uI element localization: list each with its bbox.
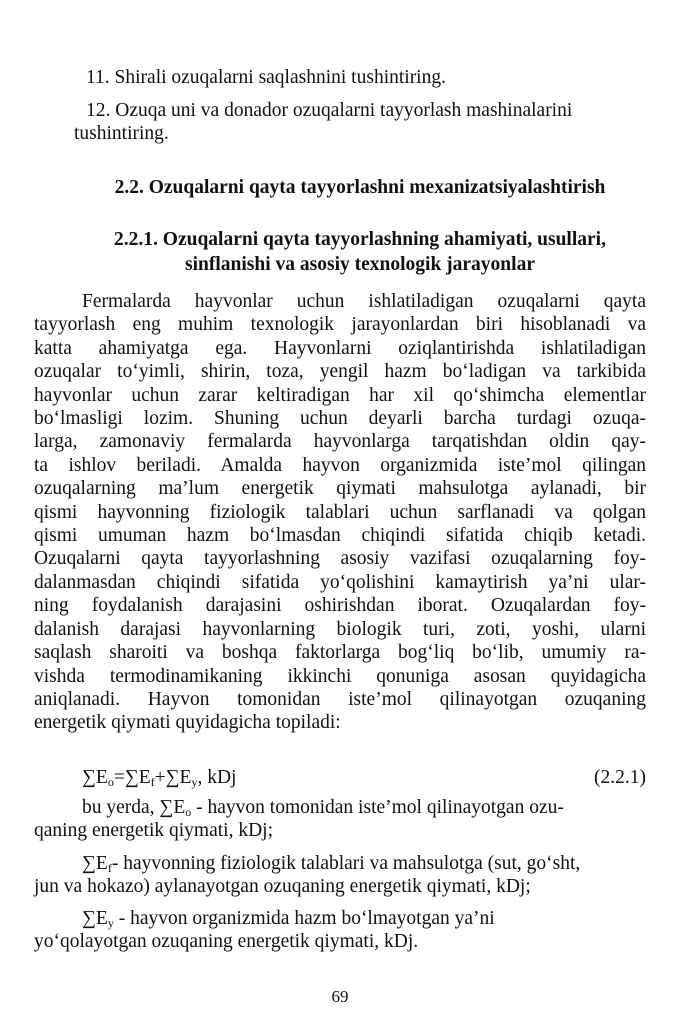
body-line: katta ahamiyatga ega. Hayvonlarni oziqlantirishda ishlatiladigan [34,337,646,359]
body-line: dalanish darajasi hayvonlarning biologik turi, zoti, yoshi, ularni [34,618,646,640]
subsection-title-line-2: sinflanishi va asosiy texnologik jarayonlar [185,254,535,275]
body-line: ning foydalanish darajasini oshirishdan iborat. Ozuqalardan foy- [34,595,646,617]
body-line: qismi hayvonning fiziologik talablari uchun sarflanadi va qolgan [34,501,646,523]
formula-number: (2.2.1) [594,767,646,788]
subsection-title-line-1: 2.2.1. Ozuqalarni qayta tayyorlashning ahamiyati, usullari, [114,229,606,250]
body-line: saqlash sharoiti va boshqa faktorlarga bog‘liq bo‘lib, umumiy ra- [34,642,646,664]
body-line: vishda termodinamikaning ikkinchi qonuniga asosan quyidagicha [34,665,646,687]
body-line: Ozuqalarni qayta tayyorlashning asosiy vazifasi ozuqalarning foy- [34,548,646,570]
body-line: larga, zamonaviy fermalarda hayvonlarga tarqatishdan oldin qay- [34,431,646,453]
question-11: 11. Shirali ozuqalarni saqlashnini tushintiring. [86,67,446,88]
body-line: qismi umuman hazm bo‘lmasdan chiqindi sifatida chiqib ketadi. [34,525,646,547]
question-12-line-2: tushintiring. [74,123,169,144]
body-line: hayvonlar uchun zarar keltiradigan har xil qo‘shimcha elementlar [34,384,646,406]
body-line: Fermalarda hayvonlar uchun ishlatiladigan ozuqalarni qayta [82,291,646,312]
definition-ef: $\sum E_f-$ hayvonning fiziologik talablari va mahsulotga (sut, go‘sht, jun va hokazo) aylanayotgan ozuqaning energetik qiymati, kDj; [34,853,581,898]
body-line: ozuqalarning ma’lum energetik qiymati mahsulotga aylanadi, bir [34,478,646,500]
body-line: ozuqalar to‘yimli, shirin, toza, yengil hazm bo‘ladigan va tarkibida [34,361,646,383]
body-line: tayyorlash eng muhim texnologik jarayonlardan biri hisoblanadi va [34,314,646,336]
section-title: 2.2. Ozuqalarni qayta tayyorlashni mexanizatsiyalashtirish [114,177,606,198]
body-line: bo‘lmasligi lozim. Shuning uchun deyarli barcha turdagi ozuqa- [34,408,646,430]
body-line: aniqlanadi. Hayvon tomonidan iste’mol qilinayotgan ozuqaning [34,688,646,710]
body-line: dalanmasdan chiqindi sifatida yo‘qolishini kamaytirish ya’ni ular- [34,571,646,593]
definition-e0: bu yerda, $\sum E_o$ - hayvon tomonidan iste’mol qilinayotgan ozu- qaning energetik qiymati, kDj; [34,797,564,842]
formula-expression: $\sum E_o=\sum E_f+\sum E_y$, kDj [82,767,237,789]
body-line: energetik qiymati quyidagicha topiladi: [34,712,341,734]
formula-2-2-1 [82,766,646,789]
body-paragraph [34,290,646,735]
body-line: ta ishlov beriladi. Amalda hayvon organizmida iste’mol qilingan [34,454,646,476]
page-number: 69 [331,987,349,1006]
question-12-line-1: 12. Ozuqa uni va donador ozuqalarni tayyorlash mashinalarini [86,100,573,121]
definition-ey: $\sum E_y$ - hayvon organizmida hazm bo‘lmayotgan ya’ni yo‘qolayotgan ozuqaning energetik qiymati, kDj. [34,908,495,953]
